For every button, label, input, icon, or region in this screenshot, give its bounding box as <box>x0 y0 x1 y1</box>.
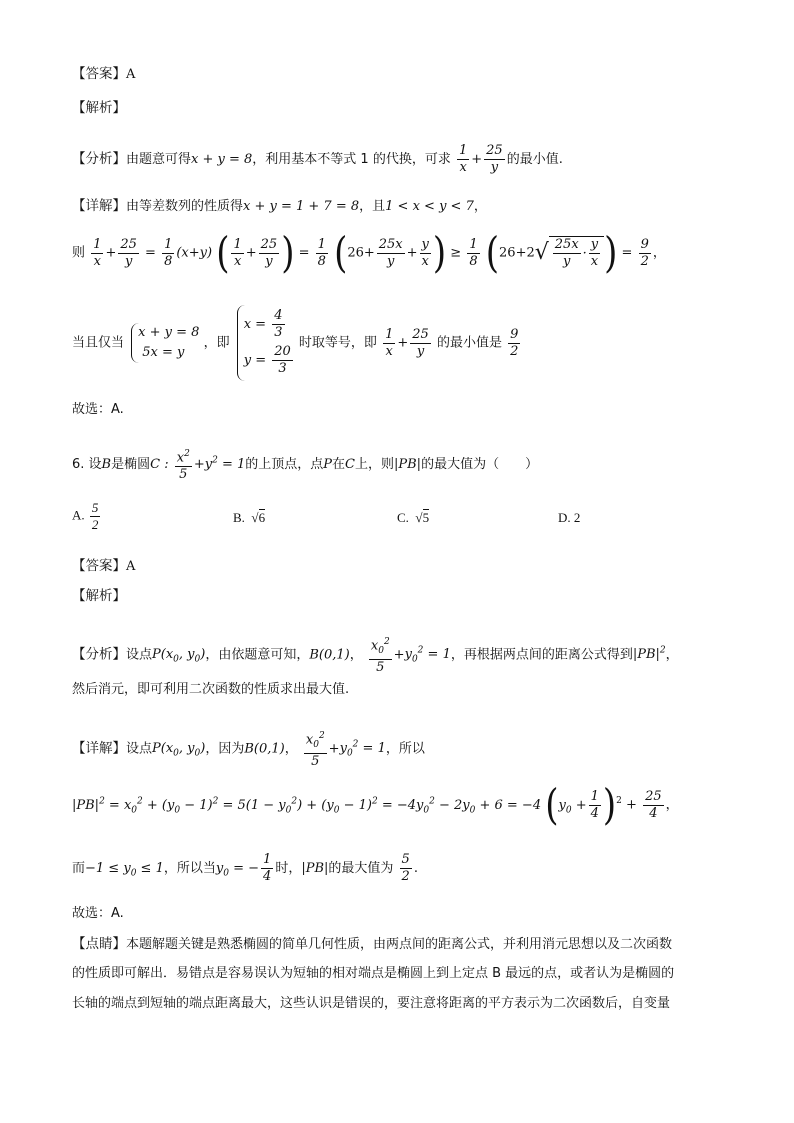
text: 长轴的端点到短轴的端点距离最大，这些认识是错误的，要注意将距离的平方表示为二次函数后，自变量 <box>72 996 671 1011</box>
q5-answer-line <box>72 64 135 85</box>
text: 的性质即可解出．易错点是容易误认为短轴的相对端点是椭圆上到上定点 B 最远的点，或者认为是椭圆的 <box>72 966 675 981</box>
analysis-label: 【解析】 <box>72 588 126 604</box>
frac: $\frac{x_0^2}{5}$ <box>370 637 390 675</box>
frac: $\frac{y}{x}$ <box>590 237 599 269</box>
q5-conclusion <box>72 400 124 420</box>
analyze-label: 【分析】 <box>72 646 126 663</box>
text: 的上顶点，点 <box>245 457 324 473</box>
detail-label: 【详解】 <box>72 740 126 757</box>
frac: $\frac{5}{2}$ <box>401 852 410 884</box>
frac: $\frac{x_0^2}{5}$ <box>305 731 325 769</box>
q6-max-line: 而$-1 \le y_0 \le 1$，所以当$y_0$ = − $\frac{1}{4}$ 时，|PB|的最大值为 $\frac{5}{2}$ . <box>72 852 418 884</box>
text: ，利用基本不等式 1 的代换，可求 <box>252 152 451 167</box>
frac: $\frac{1}{8}$ <box>164 236 173 269</box>
frac: $\frac{25}{y}$ <box>260 236 278 269</box>
frac: $\frac{1}{x}$ <box>458 143 468 175</box>
text: ，所以 <box>385 741 425 757</box>
frac: $\frac{25}{4}$ <box>645 788 662 821</box>
frac: $\frac{9}{2}$ <box>510 326 519 359</box>
text: 的最小值. <box>506 152 563 167</box>
text: 时， <box>275 861 302 876</box>
text: 在 <box>332 457 346 473</box>
choice-label: B. <box>233 510 245 525</box>
text: ， <box>652 245 666 261</box>
q6-analyze-line: 【分析】设点$P(x_0$, $y_0$)，由依题意可知，B(0,1)， $\frac{x_0^2}{5}$ $+y_0^2 = 1$，再根据两点间的距离公式得到$|PB|^2$， <box>72 634 679 676</box>
q5-analyze-line: 【分析】由题意可得x + y = 8，利用基本不等式 1 的代换，可求 $\frac{1}{x}$ + $\frac{25}{y}$ 的最小值. <box>72 143 563 175</box>
frac: $\frac{25}{y}$ <box>412 326 429 359</box>
choice-label: C. <box>397 510 409 525</box>
inequality: 1 < x < y < 7 <box>385 199 474 214</box>
frac: $\frac{1}{8}$ <box>317 236 326 269</box>
text: 的最大值为 <box>328 861 394 876</box>
text: 设点 <box>126 647 153 663</box>
text: 本题解题关键是熟悉椭圆的简单几何性质，由两点间的距离公式，并利用消元思想以及二次函数 <box>126 937 673 952</box>
frac: $\frac{x^2}{5}$ <box>176 449 190 483</box>
text: ，再根据两点间的距离公式得到 <box>450 647 633 663</box>
frac: $\frac{1}{x}$ <box>233 236 242 269</box>
text: . <box>413 861 418 876</box>
frac: $\frac{y}{x}$ <box>421 236 429 269</box>
text: ， <box>473 199 487 214</box>
q6-detail-line: 【详解】设点$P(x_0$, $y_0$)，因为B(0,1)， $\frac{x_0^2}{5}$ $+y_0^2 = 1$，所以 <box>72 728 425 770</box>
frac: $\frac{25x}{y}$ <box>554 237 579 269</box>
q6-question-line: 6. 设B是椭圆C : $\frac{x^2}{5}$ $+y^2 = 1$的上顶点，点P在C上，则|PB|的最大值为（ ） <box>72 446 538 483</box>
text: 然后消元，即可利用二次函数的性质求出最大值. <box>72 682 350 697</box>
choice-label: A. <box>72 507 85 523</box>
q6-distance-line: $|PB|^2 = x_0^2 + (y_0 - 1)^2 = 5(1 - y_0^2) + (y_0 - 1)^2 = -4y_0^2 - 2y_0 + 6 = -4$ ($y_0$ + $\frac{1}{4}$ )$^2$ + $\frac{25}{4}$ ， <box>72 780 679 830</box>
q5-analysis-heading <box>72 98 126 119</box>
choice-a <box>72 500 102 533</box>
answer-label: 【答案】 <box>72 558 126 574</box>
text: 而 <box>72 861 86 876</box>
text: ，即 <box>203 335 230 351</box>
text: 设点 <box>126 741 153 757</box>
q5-derivation-line: 则 $\frac{1}{x}$ + $\frac{25}{y}$ = $\frac{1}{8}$ (x+y) ( $\frac{1}{x}$ + $\frac{25}{y}$ ) = $\frac{1}{8}$ (26+ $\frac{25x}{y}$ + $\frac{y}{x}$ ) ≥ $\frac{1}{8}$ (26+2√ $\frac{25x}{y}$ · $\frac{y}{x}$ ) = $\frac{9}{2}$ ， <box>72 228 666 278</box>
text: ，且 <box>359 199 386 214</box>
q5-equality-line: 当且仅当 x + y = 8 5x = y ，即 x = $\frac{4}{3}$ y = $\frac{20}{3}$ 时取等号，即 $\frac{1}{x}$ + $\frac{25}{y}$ 的最小值是 $\frac{9}{2}$ <box>72 305 522 381</box>
equation: x + y = 1 + 7 = 8 <box>243 199 360 214</box>
text: 由题意可得 <box>126 152 192 167</box>
text: 的最小值是 <box>436 335 502 351</box>
answer-value: A <box>126 559 136 574</box>
detail-label: 【详解】 <box>72 198 126 214</box>
frac: $\frac{20}{3}$ <box>274 344 291 376</box>
text: 当且仅当 <box>72 335 125 351</box>
question-number: 6. 设 <box>72 457 102 473</box>
answer-label: 【答案】 <box>72 66 126 82</box>
text: ，所以当 <box>163 861 216 876</box>
text: 是椭圆 <box>111 457 151 473</box>
text: 上，则 <box>354 457 394 473</box>
frac: $\frac{4}{3}$ <box>274 308 283 340</box>
choice-c: C. √5 <box>397 510 430 525</box>
q6-analysis-heading <box>72 586 126 607</box>
equation: x + y = 8 <box>191 152 253 167</box>
text: 时取等号，即 <box>298 335 377 351</box>
frac: $\frac{1}{4}$ <box>590 788 599 821</box>
frac: $\frac{25}{y}$ <box>486 143 503 175</box>
q5-detail-line <box>72 196 487 217</box>
frac: $\frac{9}{2}$ <box>640 236 649 269</box>
q6-conclusion <box>72 904 124 924</box>
text: 故选：A. <box>72 906 124 921</box>
q6-comment-line-1 <box>72 934 672 955</box>
choice-d <box>558 510 580 526</box>
text: ，由依题意可知， <box>205 647 310 663</box>
text: ， <box>665 797 679 813</box>
q6-comment-line-3 <box>72 994 670 1014</box>
q6-answer-line <box>72 556 135 577</box>
frac: $\frac{25x}{y}$ <box>378 236 403 269</box>
answer-value: A <box>126 67 136 82</box>
text: 由等差数列的性质得 <box>126 199 244 214</box>
analyze-label: 【分析】 <box>72 151 126 167</box>
choice-b: B. √6 <box>233 510 266 525</box>
equation-system: x + y = 8 5x = y <box>131 323 199 363</box>
frac: $\frac{5}{2}$ <box>91 500 99 532</box>
frac: $\frac{1}{x}$ <box>93 236 102 269</box>
text: 的最大值为（ ） <box>421 457 539 473</box>
frac: $\frac{25}{y}$ <box>120 236 137 269</box>
comment-label: 【点睛】 <box>72 936 126 952</box>
equation-system: x = $\frac{4}{3}$ y = $\frac{20}{3}$ <box>237 305 295 381</box>
choice-label: D. 2 <box>558 510 581 525</box>
analysis-label: 【解析】 <box>72 100 126 116</box>
text: 故选：A. <box>72 402 124 417</box>
text: 则 <box>72 245 86 261</box>
q6-comment-line-2 <box>72 964 674 984</box>
q6-analyze-line-2 <box>72 680 349 700</box>
text: ， <box>665 647 679 663</box>
frac: $\frac{1}{4}$ <box>263 852 272 884</box>
frac: $\frac{1}{x}$ <box>385 326 394 359</box>
text: ，因为 <box>205 741 245 757</box>
frac: $\frac{1}{8}$ <box>469 236 478 269</box>
